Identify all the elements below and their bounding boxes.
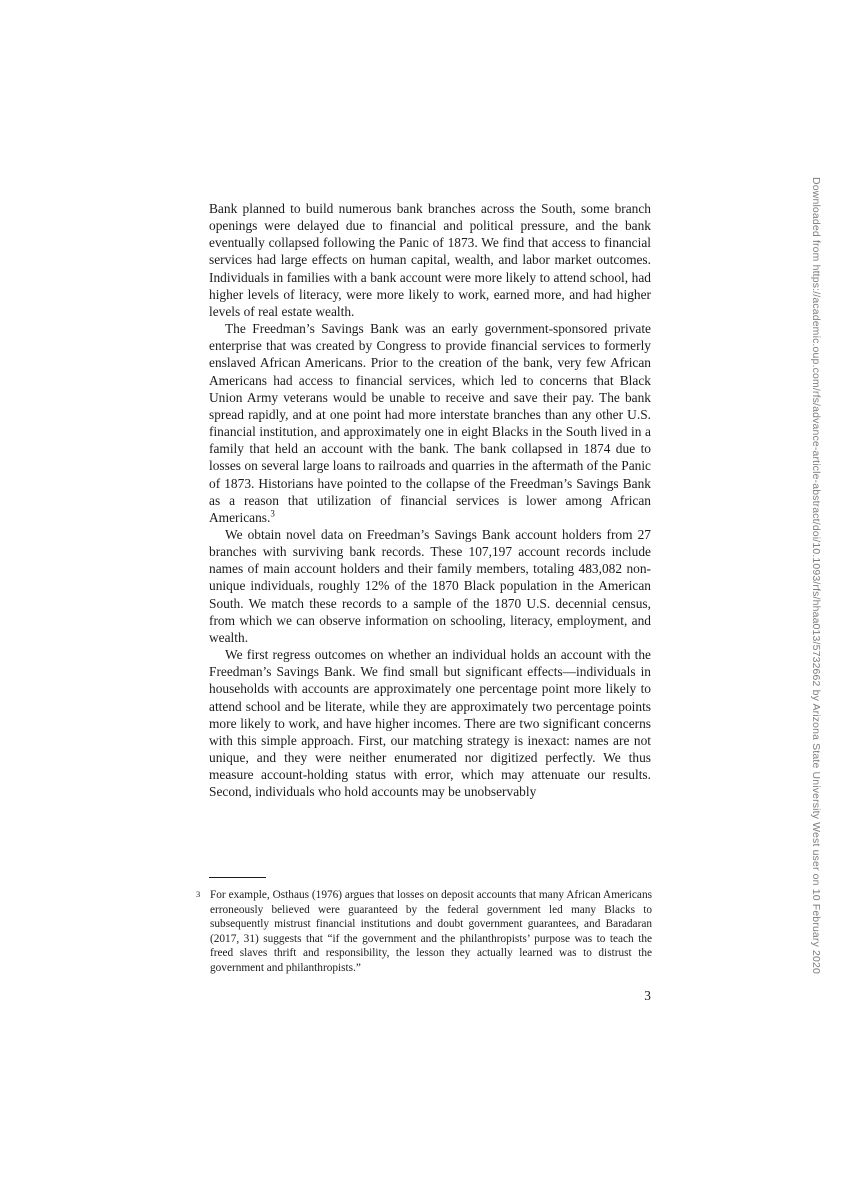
paragraph-text: We obtain novel data on Freedman’s Savings Bank account holders from 27 branches with surviving bank records. These 107,197 account records include names of main account holders and their family members, totaling 483,082 non-unique individuals, roughly 12% of the 1870 Black population in the American South. We match these records to a sample of the 1870 U.S. decennial census, from which we can observe information on schooling, literacy, employment, and wealth.: [209, 526, 651, 645]
footnote-reference: 3: [270, 508, 275, 519]
footnote-separator-rule: [209, 877, 266, 878]
article-body: [209, 200, 651, 800]
paragraph: [209, 200, 651, 320]
paragraph: [209, 320, 651, 526]
download-watermark: Downloaded from https://academic.oup.com/rfs/advance-article-abstract/doi/10.1093/rfs/hhaa013/5732662 by Arizona State University West user on 10 February 2020: [810, 177, 822, 974]
page-number: 3: [644, 988, 651, 1003]
paragraph-text: The Freedman’s Savings Bank was an early government-sponsored private enterprise that was created by Congress to provide financial services to formerly enslaved African Americans. Prior to the creation of the bank, very few African Americans had access to financial services, which led to concerns that Black Union Army veterans would be unable to receive and save their pay. The bank spread rapidly, and at one point had more interstate branches than any other U.S. financial institution, and approximately one in eight Blacks in the South lived in a family that held an account with the bank. The bank collapsed in 1874 due to losses on several large loans to railroads and quarries in the aftermath of the Panic of 1873. Historians have pointed to the collapse of the Freedman’s Savings Bank as a reason that utilization of financial services is lower among African Americans.: [209, 321, 651, 525]
paragraph-text: Bank planned to build numerous bank branches across the South, some branch openings were delayed due to financial and political pressure, and the bank eventually collapsed following the Panic of 1873. We find that access to financial services had large effects on human capital, wealth, and labor market outcomes. Individuals in families with a bank account were more likely to attend school, had higher levels of literacy, were more likely to work, earned more, and had higher levels of real estate wealth.: [209, 201, 651, 319]
paragraph-text: We first regress outcomes on whether an individual holds an account with the Freedman’s Savings Bank. We find small but significant effects—individuals in households with accounts are approximately one percentage point more likely to attend school and be literate, while they are approximately two percentage points more likely to work, and have higher incomes. There are two significant concerns with this simple approach. First, our matching strategy is inexact: names are not unique, and they were neither enumerated nor digitized perfectly. We thus measure account-holding status with error, which may attenuate our results. Second, individuals who hold accounts may be unobservably: [209, 647, 651, 800]
footnote-marker: 3: [196, 889, 201, 899]
footnote-text: For example, Osthaus (1976) argues that losses on deposit accounts that many African Americans erroneously believed were guaranteed by the federal government led many Blacks to subsequently mistrust financial institutions and doubt government guarantees, and Baradaran (2017, 31) suggests that “if the government and the philanthropists’ purpose was to teach the freed slaves thrift and responsibility, the lesson they actually learned was to distrust the government and philanthropists.”: [210, 889, 652, 974]
paragraph: [209, 646, 651, 800]
footnote: [196, 888, 652, 975]
paragraph: [209, 526, 651, 646]
